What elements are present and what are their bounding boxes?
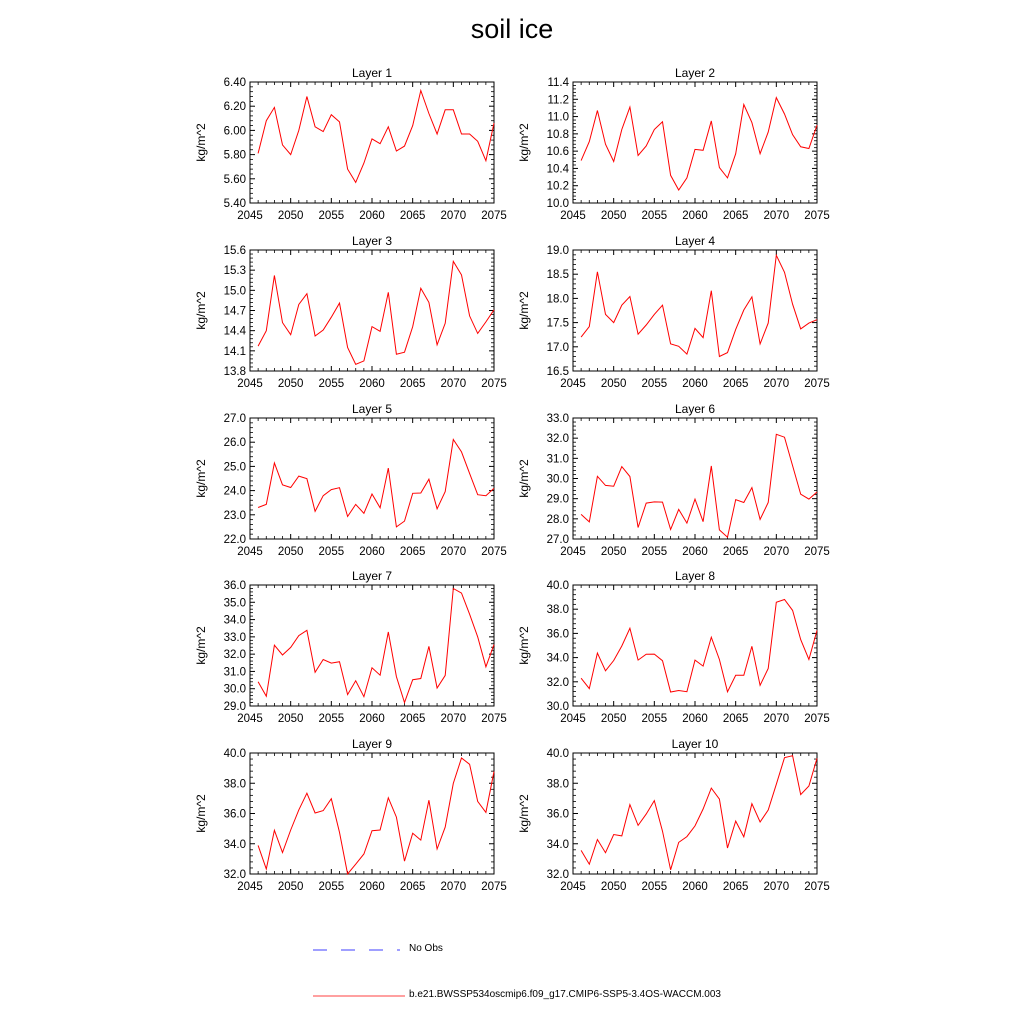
panel-title: Layer 1 [351, 66, 393, 80]
plot-frame [573, 250, 817, 371]
plot-frame [573, 585, 817, 706]
y-tick-label: 40.0 [546, 748, 569, 760]
panel-title: Layer 9 [351, 737, 393, 751]
y-tick-label: 11.0 [547, 111, 569, 124]
y-tick-label: 28.0 [546, 513, 569, 526]
x-tick-label: 2065 [399, 546, 426, 558]
y-tick-label: 14.7 [223, 305, 246, 318]
x-tick-label: 2070 [763, 713, 790, 725]
y-tick-label: 30.0 [546, 473, 569, 486]
y-tick-label: 34.0 [546, 652, 569, 665]
x-tick-label: 2070 [763, 378, 790, 390]
x-tick-label: 2075 [804, 713, 830, 725]
y-tick-label: 32.0 [546, 433, 569, 446]
x-tick-label: 2075 [481, 378, 507, 390]
x-tick-label: 2055 [641, 713, 668, 725]
x-tick-label: 2055 [318, 881, 345, 893]
x-tick-label: 2045 [560, 546, 586, 558]
x-tick-label: 2060 [682, 713, 708, 725]
x-tick-label: 2050 [600, 378, 627, 390]
series-line [581, 98, 817, 190]
x-tick-label: 2075 [481, 881, 507, 893]
x-tick-label: 2065 [722, 881, 749, 893]
y-axis-label: kg/m^2 [194, 794, 208, 833]
y-tick-label: 34.0 [223, 838, 246, 851]
series-line [581, 756, 817, 870]
x-tick-label: 2065 [399, 378, 426, 390]
panel-9 [194, 737, 507, 893]
x-tick-label: 2070 [763, 546, 790, 558]
y-tick-label: 25.0 [223, 461, 246, 474]
x-tick-label: 2060 [359, 546, 385, 558]
x-tick-label: 2045 [237, 713, 263, 725]
y-tick-label: 18.0 [546, 293, 569, 306]
panel-5 [194, 402, 507, 558]
y-tick-label: 29.0 [546, 493, 569, 506]
legend-model-label: b.e21.BWSSP534oscmip6.f09_g17.CMIP6-SSP5-3.4OS-WACCM.003 [409, 989, 721, 1000]
x-tick-label: 2060 [359, 713, 385, 725]
y-tick-label: 17.0 [546, 341, 569, 354]
x-tick-label: 2045 [237, 210, 263, 222]
y-tick-label: 26.0 [223, 437, 246, 450]
y-tick-label: 30.0 [223, 683, 246, 696]
x-tick-label: 2055 [318, 378, 345, 390]
y-tick-label: 31.0 [546, 453, 569, 466]
y-tick-label: 10.6 [546, 146, 569, 159]
y-tick-label: 16.5 [546, 366, 569, 378]
x-tick-label: 2070 [440, 378, 467, 390]
x-tick-label: 2050 [277, 713, 304, 725]
y-tick-label: 17.5 [546, 317, 569, 330]
y-tick-label: 36.0 [546, 808, 569, 821]
y-tick-label: 18.5 [546, 269, 569, 282]
panel-title: Layer 4 [674, 234, 716, 248]
x-tick-label: 2060 [682, 378, 708, 390]
x-tick-label: 2065 [399, 713, 426, 725]
y-axis-label: kg/m^2 [194, 291, 208, 330]
x-tick-label: 2050 [600, 881, 627, 893]
x-tick-label: 2070 [440, 546, 467, 558]
y-axis-label: kg/m^2 [517, 459, 531, 498]
y-tick-label: 32.0 [546, 869, 569, 881]
series-line [258, 261, 494, 364]
plot-frame [250, 418, 494, 539]
plot-frame [573, 82, 817, 203]
y-tick-label: 38.0 [223, 778, 246, 791]
panel-2 [517, 66, 830, 222]
x-tick-label: 2070 [763, 210, 790, 222]
y-axis-label: kg/m^2 [194, 459, 208, 498]
panel-title: Layer 8 [674, 569, 716, 583]
y-tick-label: 10.0 [546, 198, 569, 210]
x-tick-label: 2050 [600, 713, 627, 725]
x-tick-label: 2045 [237, 881, 263, 893]
x-tick-label: 2055 [641, 881, 668, 893]
x-tick-label: 2065 [722, 713, 749, 725]
x-tick-label: 2045 [560, 210, 586, 222]
panel-title: Layer 2 [674, 66, 716, 80]
x-tick-label: 2075 [481, 713, 507, 725]
x-tick-label: 2055 [318, 546, 345, 558]
panel-title: Layer 6 [674, 402, 716, 416]
y-tick-label: 10.2 [546, 180, 569, 193]
x-tick-label: 2050 [277, 210, 304, 222]
y-tick-label: 35.0 [223, 597, 246, 610]
x-tick-label: 2050 [277, 881, 304, 893]
plot-frame [250, 82, 494, 203]
y-tick-label: 33.0 [546, 413, 569, 425]
panel-8 [517, 569, 830, 725]
y-axis-label: kg/m^2 [194, 626, 208, 665]
panel-4 [517, 234, 830, 390]
y-tick-label: 15.0 [223, 285, 246, 298]
y-tick-label: 31.0 [223, 666, 246, 679]
x-tick-label: 2060 [682, 881, 708, 893]
y-axis-label: kg/m^2 [517, 626, 531, 665]
x-tick-label: 2070 [440, 881, 467, 893]
series-line [258, 589, 494, 703]
y-tick-label: 32.0 [546, 676, 569, 689]
y-tick-label: 34.0 [546, 838, 569, 851]
x-tick-label: 2045 [560, 713, 586, 725]
y-tick-label: 11.2 [547, 94, 569, 107]
y-tick-label: 27.0 [546, 534, 569, 546]
y-tick-label: 36.0 [223, 580, 246, 592]
panel-3 [194, 234, 507, 390]
x-tick-label: 2050 [600, 546, 627, 558]
x-tick-label: 2055 [641, 546, 668, 558]
x-tick-label: 2060 [682, 210, 708, 222]
y-tick-label: 13.8 [223, 366, 246, 378]
panel-7 [194, 569, 507, 725]
x-tick-label: 2070 [763, 881, 790, 893]
x-tick-label: 2075 [804, 378, 830, 390]
y-tick-label: 15.3 [223, 265, 246, 278]
series-line [258, 758, 494, 874]
x-tick-label: 2075 [481, 546, 507, 558]
x-tick-label: 2055 [641, 210, 668, 222]
x-tick-label: 2055 [641, 378, 668, 390]
series-line [581, 434, 817, 537]
y-tick-label: 36.0 [223, 808, 246, 821]
y-axis-label: kg/m^2 [517, 291, 531, 330]
y-tick-label: 29.0 [223, 701, 246, 713]
panel-title: Layer 3 [351, 234, 393, 248]
y-tick-label: 38.0 [546, 604, 569, 617]
series-line [258, 440, 494, 527]
panel-title: Layer 10 [671, 737, 719, 751]
panel-6 [517, 402, 830, 558]
x-tick-label: 2075 [804, 546, 830, 558]
y-tick-label: 15.6 [223, 245, 246, 257]
y-tick-label: 33.0 [223, 631, 246, 644]
y-tick-label: 14.4 [223, 325, 246, 338]
x-tick-label: 2045 [237, 546, 263, 558]
chart-title: soil ice [470, 14, 554, 44]
y-tick-label: 22.0 [223, 534, 246, 546]
y-tick-label: 5.60 [223, 173, 246, 186]
y-tick-label: 23.0 [223, 509, 246, 522]
x-tick-label: 2045 [560, 378, 586, 390]
plot-frame [250, 585, 494, 706]
x-tick-label: 2045 [560, 881, 586, 893]
x-tick-label: 2065 [722, 546, 749, 558]
panel-10 [517, 737, 830, 893]
y-axis-label: kg/m^2 [194, 123, 208, 162]
x-tick-label: 2050 [600, 210, 627, 222]
y-tick-label: 10.8 [546, 128, 569, 141]
y-tick-label: 10.4 [546, 163, 569, 176]
x-tick-label: 2075 [804, 210, 830, 222]
x-tick-label: 2060 [359, 881, 385, 893]
series-line [581, 600, 817, 693]
x-tick-label: 2050 [277, 546, 304, 558]
x-tick-label: 2070 [440, 713, 467, 725]
y-tick-label: 5.80 [223, 149, 246, 162]
x-tick-label: 2055 [318, 210, 345, 222]
y-axis-label: kg/m^2 [517, 123, 531, 162]
y-tick-label: 5.40 [223, 198, 246, 210]
x-tick-label: 2050 [277, 378, 304, 390]
y-tick-label: 38.0 [546, 778, 569, 791]
x-tick-label: 2060 [682, 546, 708, 558]
x-tick-label: 2065 [399, 210, 426, 222]
x-tick-label: 2075 [804, 881, 830, 893]
x-tick-label: 2070 [440, 210, 467, 222]
x-tick-label: 2060 [359, 210, 385, 222]
y-tick-label: 19.0 [546, 245, 569, 257]
series-line [581, 255, 817, 356]
x-tick-label: 2045 [237, 378, 263, 390]
y-axis-label: kg/m^2 [517, 794, 531, 833]
y-tick-label: 30.0 [546, 701, 569, 713]
panel-title: Layer 7 [351, 569, 393, 583]
y-tick-label: 40.0 [546, 580, 569, 592]
y-tick-label: 32.0 [223, 649, 246, 662]
y-tick-label: 27.0 [223, 413, 246, 425]
y-tick-label: 34.0 [223, 614, 246, 627]
y-tick-label: 6.00 [223, 125, 246, 138]
y-tick-label: 36.0 [546, 628, 569, 641]
y-tick-label: 6.20 [223, 101, 246, 114]
y-tick-label: 14.1 [223, 345, 246, 358]
y-tick-label: 6.40 [223, 77, 246, 89]
y-tick-label: 24.0 [223, 485, 246, 498]
y-tick-label: 32.0 [223, 869, 246, 881]
panel-1 [194, 66, 507, 222]
x-tick-label: 2060 [359, 378, 385, 390]
x-tick-label: 2065 [722, 378, 749, 390]
x-tick-label: 2055 [318, 713, 345, 725]
x-tick-label: 2065 [399, 881, 426, 893]
x-tick-label: 2065 [722, 210, 749, 222]
y-tick-label: 11.4 [547, 77, 569, 89]
series-line [258, 91, 494, 183]
legend-obs-label: No Obs [409, 943, 443, 954]
x-tick-label: 2075 [481, 210, 507, 222]
y-tick-label: 40.0 [223, 748, 246, 760]
panel-title: Layer 5 [351, 402, 393, 416]
